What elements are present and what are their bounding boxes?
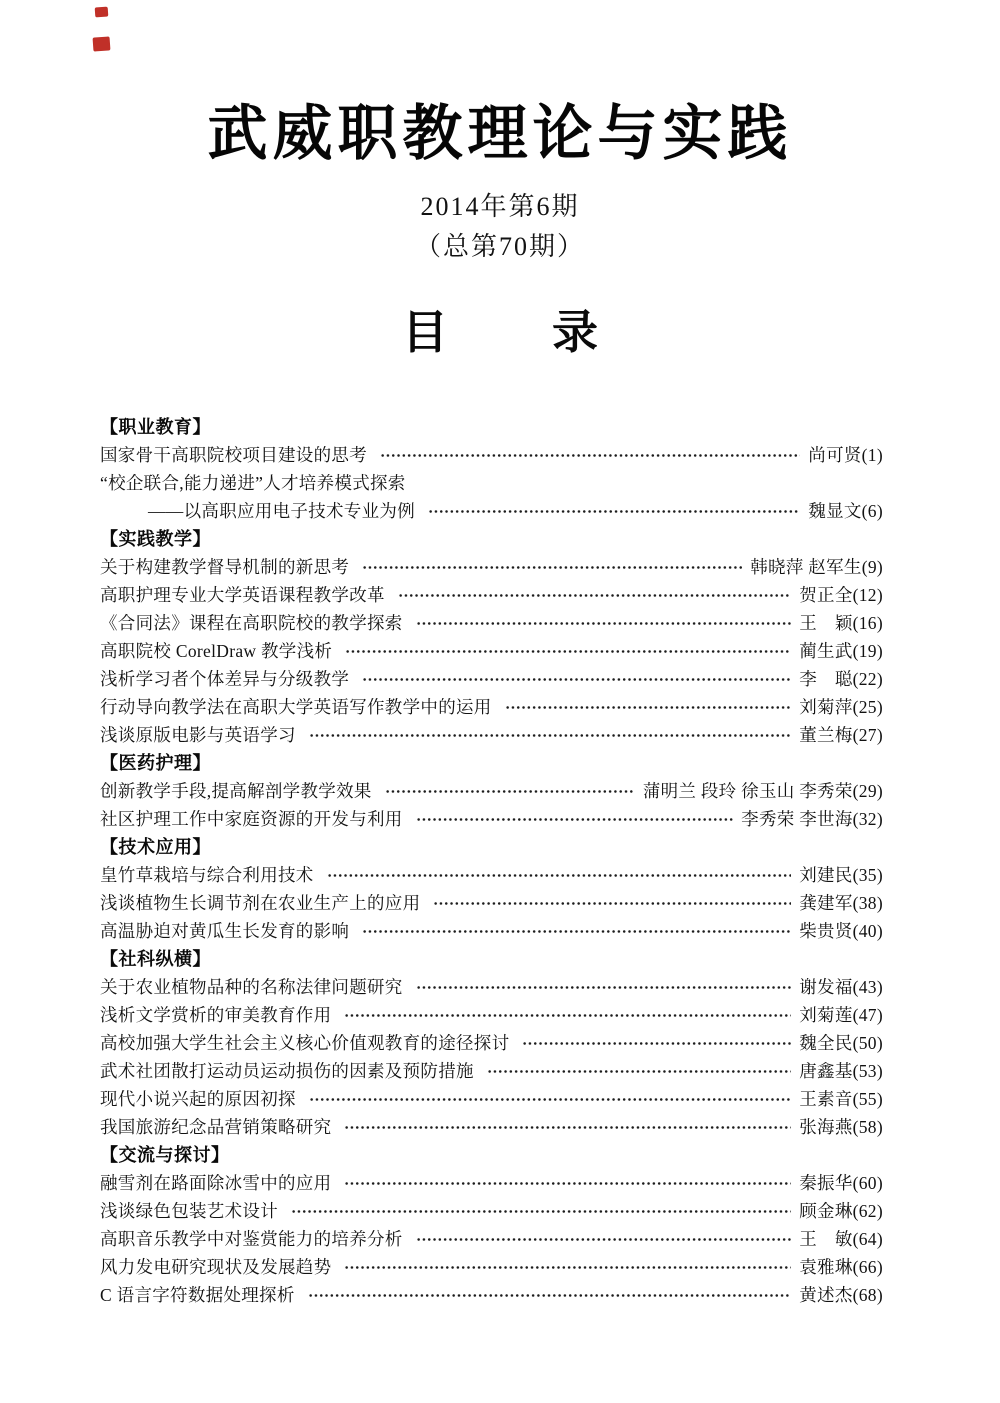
dot-leader [415,1224,792,1252]
toc-heading-char-2: 录 [552,307,598,358]
toc-item-title: 高职音乐教学中对鉴赏能力的培养分析 [100,1228,403,1249]
toc-item-title: 浅谈植物生长调节剂在农业生产上的应用 [100,892,421,913]
toc-item-row [100,440,883,468]
toc-item-ref: 尚可贤(1) [808,444,883,465]
dot-leader [521,1028,791,1056]
toc-item-title: 国家骨干高职院校项目建设的思考 [100,444,367,465]
toc-item-ref: 黄述杰(68) [799,1284,883,1305]
toc-item-row [100,636,883,664]
toc-item-row [100,860,883,888]
toc-item-ref: 刘菊萍(25) [799,696,883,717]
toc-item-row [100,1000,883,1028]
toc-item-title: 融雪剂在路面除冰雪中的应用 [100,1172,332,1193]
toc-item-row [100,664,883,692]
dot-leader [361,664,791,692]
dot-leader [326,860,792,888]
toc-item-title: 高职护理专业大学英语课程教学改革 [100,584,385,605]
toc-item-ref: 刘菊莲(47) [799,1004,883,1025]
toc-item-row [100,1280,883,1308]
toc-item-row [100,804,883,832]
toc-item-title: 行动导向教学法在高职大学英语写作教学中的运用 [100,696,492,717]
dot-leader [379,440,800,468]
toc-item-row [100,692,883,720]
toc-item-ref: 韩晓萍 赵军生(9) [750,556,883,577]
toc-item-row [100,1224,883,1252]
toc-item-ref: 蔺生武(19) [799,640,883,661]
toc-item-ref: 秦振华(60) [799,1172,883,1193]
toc-item-row [100,580,883,608]
toc-item-ref: 魏显文(6) [808,500,883,521]
toc-item-row [100,1168,883,1196]
issue-line: 2014年第6期 [420,192,580,221]
toc-item-row [100,608,883,636]
whole-number-line: （总第70期） [414,232,585,261]
dot-leader [308,720,791,748]
toc-item-ref: 刘建民(35) [799,864,883,885]
toc-item-title: C 语言字符数据处理探析 [100,1284,295,1305]
toc-item-title: 社区护理工作中家庭资源的开发与利用 [100,808,403,829]
dot-leader [361,552,742,580]
toc-item-title: 关于构建教学督导机制的新思考 [100,556,350,577]
toc-item-ref: 李 聪(22) [799,668,883,689]
toc-section-header: 【实践教学】 [100,529,211,549]
toc-item-ref: 柴贵贤(40) [799,920,883,941]
toc-item-row [100,1112,883,1140]
dot-leader [415,608,792,636]
toc-item-title: 武术社团散打运动员运动损伤的因素及预防措施 [100,1060,474,1081]
dot-leader [307,1280,792,1308]
toc-item-row [100,496,883,524]
toc-item-row [100,468,883,496]
toc-item-title: 我国旅游纪念品营销策略研究 [100,1116,332,1137]
toc-item-row [100,1252,883,1280]
toc-item-ref: 谢发福(43) [799,976,883,997]
toc-item-title: 皇竹草栽培与综合利用技术 [100,864,314,885]
dot-leader [343,1252,791,1280]
toc-item-ref: 王素音(55) [799,1088,883,1109]
toc-item-title: ——以高职应用电子技术专业为例 [148,500,415,521]
dot-leader [344,636,791,664]
dot-leader [308,1084,791,1112]
toc-item-title: 风力发电研究现状及发展趋势 [100,1256,332,1277]
toc-item-row [100,972,883,1000]
dot-leader [415,972,792,1000]
toc-item-title: 浅析学习者个体差异与分级教学 [100,668,350,689]
toc-item-row [100,552,883,580]
dot-leader [384,776,635,804]
toc-item-row [100,1056,883,1084]
dot-leader [361,916,791,944]
dot-leader [486,1056,791,1084]
toc-item-row [100,1028,883,1056]
toc-item-ref: 贺正全(12) [799,584,883,605]
toc-item-ref: 袁雅琳(66) [799,1256,883,1277]
toc-item-title: 浅谈绿色包装艺术设计 [100,1200,278,1221]
toc-item-ref: 李秀荣 李世海(32) [741,808,883,829]
toc-item-title: 关于农业植物品种的名称法律问题研究 [100,976,403,997]
dot-leader [343,1112,791,1140]
dot-leader [343,1168,791,1196]
toc-item-title: 现代小说兴起的原因初探 [100,1088,296,1109]
toc-item-row [100,1084,883,1112]
red-mark-icon [95,7,109,18]
journal-title: 武威职教理论与实践 [207,101,793,167]
dot-leader [397,580,791,608]
dot-leader [290,1196,791,1224]
toc-item-title: 浅谈原版电影与英语学习 [100,724,296,745]
toc-section-header: 【医药护理】 [100,753,211,773]
toc-item-ref: 王 敏(64) [799,1228,883,1249]
toc-item-row [100,916,883,944]
toc-item-ref: 董兰梅(27) [799,724,883,745]
dot-leader [504,692,792,720]
toc-item-ref: 蒲明兰 段玲 徐玉山 李秀荣(29) [642,780,883,801]
toc-item-ref: 龚建军(38) [799,892,883,913]
toc-list [100,412,883,1308]
dot-leader [427,496,800,524]
toc-item-title: 高温胁迫对黄瓜生长发育的影响 [100,920,350,941]
toc-item-ref: 王 颖(16) [799,612,883,633]
toc-item-title: “校企联合,能力递进”人才培养模式探索 [100,472,406,493]
dot-leader [343,1000,791,1028]
toc-heading-char-1: 目 [402,307,448,358]
toc-item-row [100,1196,883,1224]
toc-item-title: 浅析文学赏析的审美教育作用 [100,1004,332,1025]
dot-leader [415,804,734,832]
toc-item-title: 高职院校 CorelDraw 教学浅析 [100,640,333,661]
toc-item-row [100,720,883,748]
toc-item-title: 创新教学手段,提高解剖学教学效果 [100,780,372,801]
toc-item-row [100,888,883,916]
toc-section-header: 【技术应用】 [100,837,211,857]
toc-section-header: 【职业教育】 [100,417,211,437]
toc-item-title: 高校加强大学生社会主义核心价值观教育的途径探讨 [100,1032,510,1053]
toc-item-ref: 魏全民(50) [799,1032,883,1053]
red-mark-icon [93,36,111,51]
toc-section-header: 【社科纵横】 [100,949,211,969]
toc-item-ref: 张海燕(58) [799,1116,883,1137]
toc-item-ref: 顾金琳(62) [799,1200,883,1221]
dot-leader [432,888,791,916]
toc-item-ref: 唐鑫基(53) [799,1060,883,1081]
toc-section-header: 【交流与探讨】 [100,1145,230,1165]
toc-item-title: 《合同法》课程在高职院校的教学探索 [100,612,403,633]
toc-heading [0,296,1000,362]
toc-item-row [100,776,883,804]
